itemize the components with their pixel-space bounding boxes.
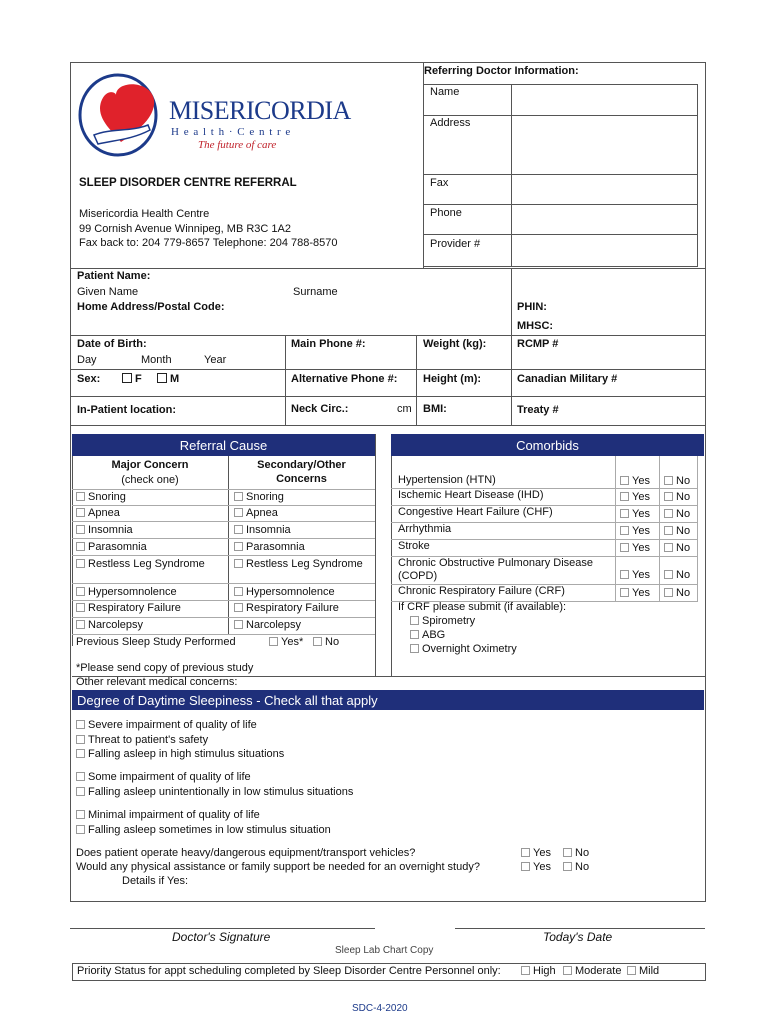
checkbox-icon xyxy=(76,825,85,834)
check-one-note: (check one) xyxy=(121,474,179,486)
checkbox-icon[interactable] xyxy=(234,603,243,612)
spirometry-option[interactable]: Spirometry xyxy=(410,615,475,627)
comorbid-crf: Chronic Respiratory Failure (CRF) xyxy=(398,585,565,597)
clinic-contact: Fax back to: 204 779-8657 Telephone: 204 788-8570 xyxy=(79,237,338,249)
form-code: SDC-4-2020 xyxy=(352,1003,408,1014)
checkbox-icon[interactable] xyxy=(234,542,243,551)
logo-name: MISERICORDIA xyxy=(169,96,351,125)
inpatient-label: In-Patient location: xyxy=(77,404,176,416)
mhsc-label: MHSC: xyxy=(517,320,554,332)
checkbox-icon xyxy=(521,848,530,857)
neck-unit: cm xyxy=(397,403,412,415)
treaty-label: Treaty # xyxy=(517,404,559,416)
dob-day-label: Day xyxy=(77,354,97,366)
assistance-no[interactable]: No xyxy=(563,861,589,873)
home-address-label: Home Address/Postal Code: xyxy=(77,301,225,313)
secondary-respiratory-failure[interactable]: Respiratory Failure xyxy=(234,602,339,614)
copd-no[interactable]: No xyxy=(664,569,690,581)
htn-yes[interactable]: Yes xyxy=(620,475,650,487)
checkbox-icon xyxy=(76,720,85,729)
signature-label: Doctor's Signature xyxy=(172,930,271,944)
sleepiness-low-unintentional[interactable]: Falling asleep unintentionally in low stimulus situations xyxy=(76,786,353,798)
sleepiness-minimal-impairment[interactable]: Minimal impairment of quality of life xyxy=(76,809,260,821)
comorbid-ihd: Ischemic Heart Disease (IHD) xyxy=(398,489,544,501)
alt-phone-label: Alternative Phone #: xyxy=(291,373,398,385)
checkbox-icon[interactable] xyxy=(76,603,85,612)
checkbox-icon xyxy=(620,588,629,597)
major-hypersomnolence[interactable]: Hypersomnolence xyxy=(76,586,177,598)
equipment-yes[interactable]: Yes xyxy=(521,847,551,859)
major-apnea[interactable]: Apnea xyxy=(76,507,120,519)
sleepiness-high-stimulus[interactable]: Falling asleep in high stimulus situations xyxy=(76,748,284,760)
checkbox-icon xyxy=(76,735,85,744)
copd-yes[interactable]: Yes xyxy=(620,569,650,581)
major-snoring[interactable]: Snoring xyxy=(76,491,126,503)
checkbox-icon xyxy=(521,966,530,975)
checkbox-icon xyxy=(620,570,629,579)
sleepiness-some-impairment[interactable]: Some impairment of quality of life xyxy=(76,771,251,783)
other-concerns-input[interactable] xyxy=(250,676,700,690)
secondary-hypersomnolence[interactable]: Hypersomnolence xyxy=(234,586,335,598)
abg-option[interactable]: ABG xyxy=(410,629,445,641)
arrhythmia-no[interactable]: No xyxy=(664,525,690,537)
checkbox-icon[interactable] xyxy=(157,373,167,383)
checkbox-icon[interactable] xyxy=(76,492,85,501)
chf-yes[interactable]: Yes xyxy=(620,508,650,520)
crf-yes[interactable]: Yes xyxy=(620,587,650,599)
clinic-name: Misericordia Health Centre xyxy=(79,208,210,220)
secondary-parasomnia[interactable]: Parasomnia xyxy=(234,541,305,553)
checkbox-icon xyxy=(410,630,419,639)
secondary-insomnia[interactable]: Insomnia xyxy=(234,524,291,536)
sex-female-option[interactable]: F xyxy=(122,373,142,385)
ref-fax-label: Fax xyxy=(430,177,449,189)
secondary-apnea[interactable]: Apnea xyxy=(234,507,278,519)
surname-label: Surname xyxy=(293,286,338,298)
comorbids-header: Comorbids xyxy=(391,434,704,456)
checkbox-icon xyxy=(563,966,572,975)
checkbox-icon xyxy=(620,526,629,535)
arrhythmia-yes[interactable]: Yes xyxy=(620,525,650,537)
height-label: Height (m): xyxy=(423,373,482,385)
checkbox-icon xyxy=(620,492,629,501)
comorbid-chf: Congestive Heart Failure (CHF) xyxy=(398,506,553,518)
checkbox-icon xyxy=(664,476,673,485)
checkbox-icon xyxy=(521,862,530,871)
frame-bottom xyxy=(70,901,706,902)
date-label: Today's Date xyxy=(543,930,613,944)
sex-label: Sex: xyxy=(77,373,101,385)
ref-phone-label: Phone xyxy=(430,207,462,219)
checkbox-icon[interactable] xyxy=(76,587,85,596)
checkbox-icon xyxy=(664,526,673,535)
chf-no[interactable]: No xyxy=(664,508,690,520)
checkbox-icon[interactable] xyxy=(234,508,243,517)
checkbox-icon xyxy=(620,509,629,518)
checkbox-icon xyxy=(664,492,673,501)
referral-cause-header: Referral Cause xyxy=(72,434,375,456)
checkbox-icon[interactable] xyxy=(76,559,85,568)
major-restless-leg[interactable]: Restless Leg Syndrome xyxy=(76,558,205,570)
bmi-label: BMI: xyxy=(423,403,447,415)
checkbox-icon[interactable] xyxy=(234,587,243,596)
question-assistance: Would any physical assistance or family support be needed for an overnight study? xyxy=(76,861,480,873)
checkbox-icon[interactable] xyxy=(76,508,85,517)
checkbox-icon xyxy=(620,476,629,485)
checkbox-icon[interactable] xyxy=(269,637,278,646)
checkbox-icon xyxy=(76,810,85,819)
chart-copy-label: Sleep Lab Chart Copy xyxy=(335,945,434,956)
sleepiness-low-sometimes[interactable]: Falling asleep sometimes in low stimulus situation xyxy=(76,824,331,836)
checkbox-icon xyxy=(410,644,419,653)
checkbox-icon xyxy=(76,749,85,758)
checkbox-icon xyxy=(76,787,85,796)
logo-sub: H e a l t h · C e n t r e xyxy=(171,126,292,138)
question-equipment: Does patient operate heavy/dangerous equipment/transport vehicles? xyxy=(76,847,416,859)
secondary-snoring[interactable]: Snoring xyxy=(234,491,284,503)
ref-provider-input[interactable] xyxy=(512,235,697,266)
checkbox-icon xyxy=(664,588,673,597)
secondary-restless-leg[interactable]: Restless Leg Syndrome xyxy=(234,558,363,570)
checkbox-icon[interactable] xyxy=(234,492,243,501)
frame-left xyxy=(70,62,71,902)
rcmp-label: RCMP # xyxy=(517,338,559,350)
logo xyxy=(76,70,406,165)
checkbox-icon[interactable] xyxy=(234,525,243,534)
comorbid-copd-abbr: (COPD) xyxy=(398,570,438,582)
major-parasomnia[interactable]: Parasomnia xyxy=(76,541,147,553)
priority-moderate[interactable]: Moderate xyxy=(563,965,621,977)
military-label: Canadian Military # xyxy=(517,373,618,385)
details-label: Details if Yes: xyxy=(122,875,189,887)
checkbox-icon[interactable] xyxy=(76,525,85,534)
sleepiness-header: Degree of Daytime Sleepiness - Check all that apply xyxy=(72,690,704,710)
dob-month-label: Month xyxy=(141,354,172,366)
given-name-label: Given Name xyxy=(77,286,139,298)
clinic-address: 99 Cornish Avenue Winnipeg, MB R3C 1A2 xyxy=(79,223,291,235)
checkbox-icon xyxy=(76,772,85,781)
crf-no[interactable]: No xyxy=(664,587,690,599)
ref-name-label: Name xyxy=(430,86,460,98)
stroke-no[interactable]: No xyxy=(664,542,690,554)
major-narcolepsy[interactable]: Narcolepsy xyxy=(76,619,143,631)
htn-no[interactable]: No xyxy=(664,475,690,487)
checkbox-icon[interactable] xyxy=(76,542,85,551)
date-line[interactable] xyxy=(455,928,705,929)
major-insomnia[interactable]: Insomnia xyxy=(76,524,133,536)
checkbox-icon xyxy=(563,848,572,857)
checkbox-icon[interactable] xyxy=(76,620,85,629)
dob-label: Date of Birth: xyxy=(77,338,147,350)
dob-year-label: Year xyxy=(204,354,227,366)
checkbox-icon[interactable] xyxy=(234,559,243,568)
ref-provider-label: Provider # xyxy=(430,238,481,250)
comorbid-stroke: Stroke xyxy=(398,540,430,552)
major-respiratory-failure[interactable]: Respiratory Failure xyxy=(76,602,181,614)
previous-study-note: *Please send copy of previous study xyxy=(76,662,254,674)
ref-address-label: Address xyxy=(430,117,471,129)
comorbid-arrhythmia: Arrhythmia xyxy=(398,523,452,535)
checkbox-icon[interactable] xyxy=(234,620,243,629)
ref-fax-input[interactable] xyxy=(512,175,697,204)
checkbox-icon[interactable] xyxy=(122,373,132,383)
checkbox-icon xyxy=(664,543,673,552)
stroke-yes[interactable]: Yes xyxy=(620,542,650,554)
secondary-narcolepsy[interactable]: Narcolepsy xyxy=(234,619,301,631)
priority-label: Priority Status for appt scheduling completed by Sleep Disorder Centre Personnel only: xyxy=(77,965,501,977)
priority-mild[interactable]: Mild xyxy=(627,965,659,977)
checkbox-icon xyxy=(620,543,629,552)
checkbox-icon xyxy=(563,862,572,871)
ref-name-input[interactable] xyxy=(512,86,697,114)
comorbid-copd: Chronic Obstructive Pulmonary Disease xyxy=(398,557,594,569)
ihd-no[interactable]: No xyxy=(664,491,690,503)
concerns-heading: Concerns xyxy=(276,473,327,485)
previous-study-yes[interactable]: Yes* xyxy=(269,636,303,648)
priority-high[interactable]: High xyxy=(521,965,556,977)
sleepiness-severe-impairment[interactable]: Severe impairment of quality of life xyxy=(76,719,257,731)
ihd-yes[interactable]: Yes xyxy=(620,491,650,503)
major-concern-heading: Major Concern xyxy=(111,459,189,471)
sleepiness-threat-safety[interactable]: Threat to patient's safety xyxy=(76,734,208,746)
checkbox-icon xyxy=(410,616,419,625)
checkbox-icon xyxy=(664,509,673,518)
equipment-no[interactable]: No xyxy=(563,847,589,859)
comorbid-htn: Hypertension (HTN) xyxy=(398,474,496,486)
sex-male-option[interactable]: M xyxy=(157,373,179,385)
weight-label: Weight (kg): xyxy=(423,338,487,350)
previous-study-label: Previous Sleep Study Performed xyxy=(76,636,236,648)
secondary-concern-heading: Secondary/Other xyxy=(257,459,346,471)
referring-title: Referring Doctor Information: xyxy=(424,65,579,77)
ref-phone-input[interactable] xyxy=(512,205,697,234)
ref-address-input[interactable] xyxy=(512,116,697,174)
checkbox-icon[interactable] xyxy=(313,637,322,646)
checkbox-icon xyxy=(627,966,636,975)
signature-line[interactable] xyxy=(70,928,375,929)
frame-right xyxy=(705,62,706,902)
previous-study-no[interactable]: No xyxy=(313,636,339,648)
main-phone-label: Main Phone #: xyxy=(291,338,366,350)
assistance-yes[interactable]: Yes xyxy=(521,861,551,873)
form-title: SLEEP DISORDER CENTRE REFERRAL xyxy=(79,177,297,189)
checkbox-icon xyxy=(664,570,673,579)
frame-top xyxy=(70,62,706,63)
other-concerns-label: Other relevant medical concerns: xyxy=(76,676,238,688)
oximetry-option[interactable]: Overnight Oximetry xyxy=(410,643,517,655)
crf-note: If CRF please submit (if available): xyxy=(398,601,567,613)
phin-label: PHIN: xyxy=(517,301,547,313)
logo-tagline: The future of care xyxy=(198,139,277,151)
neck-label: Neck Circ.: xyxy=(291,403,349,415)
patient-name-label: Patient Name: xyxy=(77,270,151,282)
